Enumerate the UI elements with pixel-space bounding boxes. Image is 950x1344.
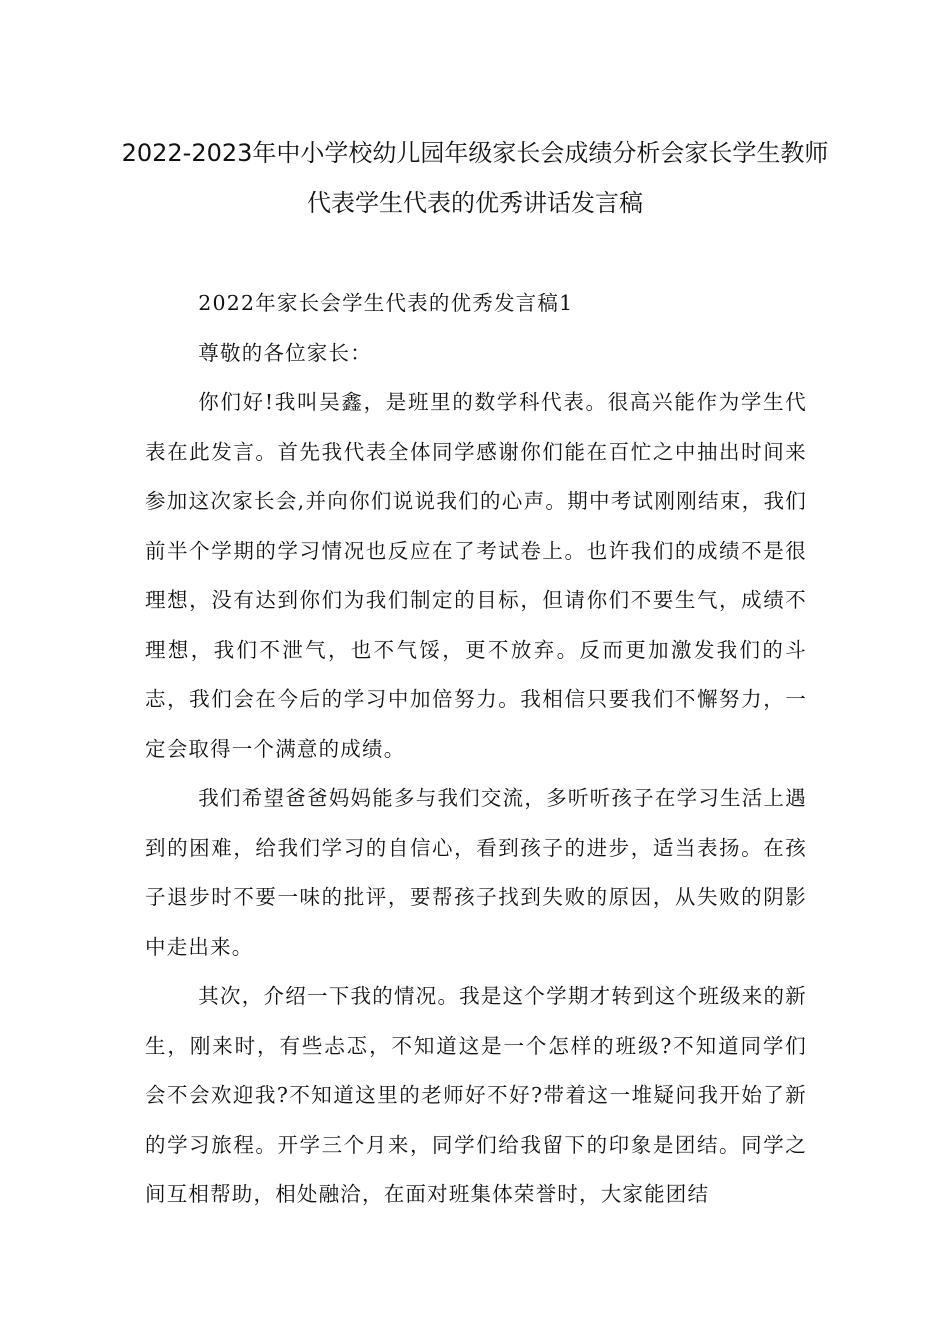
salutation: 尊敬的各位家长： <box>198 340 372 365</box>
document-title <box>120 128 830 228</box>
title-line-1: 2022-2023年中小学校幼儿园年级家长会成绩分析会家长学生教师 <box>121 139 829 167</box>
paragraph: 其次，介绍一下我的情况。我是这个学期才转到这个班级来的新生，刚来时，有些忐忑，不知道这是一个怎样的班级?不知道同学们会不会欢迎我?不知道这里的老师好不好?带着这一堆疑问我开始了新的学习旅程。开学三个月来，同学们给我留下的印象是团结。同学之间互相帮助，相处融洽，在面对班集体荣誉时，大家能团结 <box>145 984 807 1206</box>
speech-subtitle: 2022年家长会学生代表的优秀发言稿1 <box>198 291 574 315</box>
paragraph: 你们好!我叫吴鑫，是班里的数学科代表。很高兴能作为学生代表在此发言。首先我代表全体同学感谢你们能在百忙之中抽出时间来参加这次家长会,并向你们说说我们的心声。期中考试刚刚结束，我们前半个学期的学习情况也反应在了考试卷上。也许我们的成绩不是很理想，没有达到你们为我们制定的目标，但请你们不要生气，成绩不理想，我们不泄气，也不气馁，更不放弃。反而更加激发我们的斗志，我们会在今后的学习中加倍努力。我相信只要我们不懈努力，一定会取得一个满意的成绩。 <box>145 390 807 761</box>
paragraph: 我们希望爸爸妈妈能多与我们交流，多听听孩子在学习生活上遇到的困难，给我们学习的自信心，看到孩子的进步，适当表扬。在孩子退步时不要一味的批评，要帮孩子找到失败的原因，从失败的阴影中走出来。 <box>145 786 807 959</box>
document-body <box>145 279 807 1220</box>
title-line-2: 代表学生代表的优秀讲话发言稿 <box>307 189 643 217</box>
